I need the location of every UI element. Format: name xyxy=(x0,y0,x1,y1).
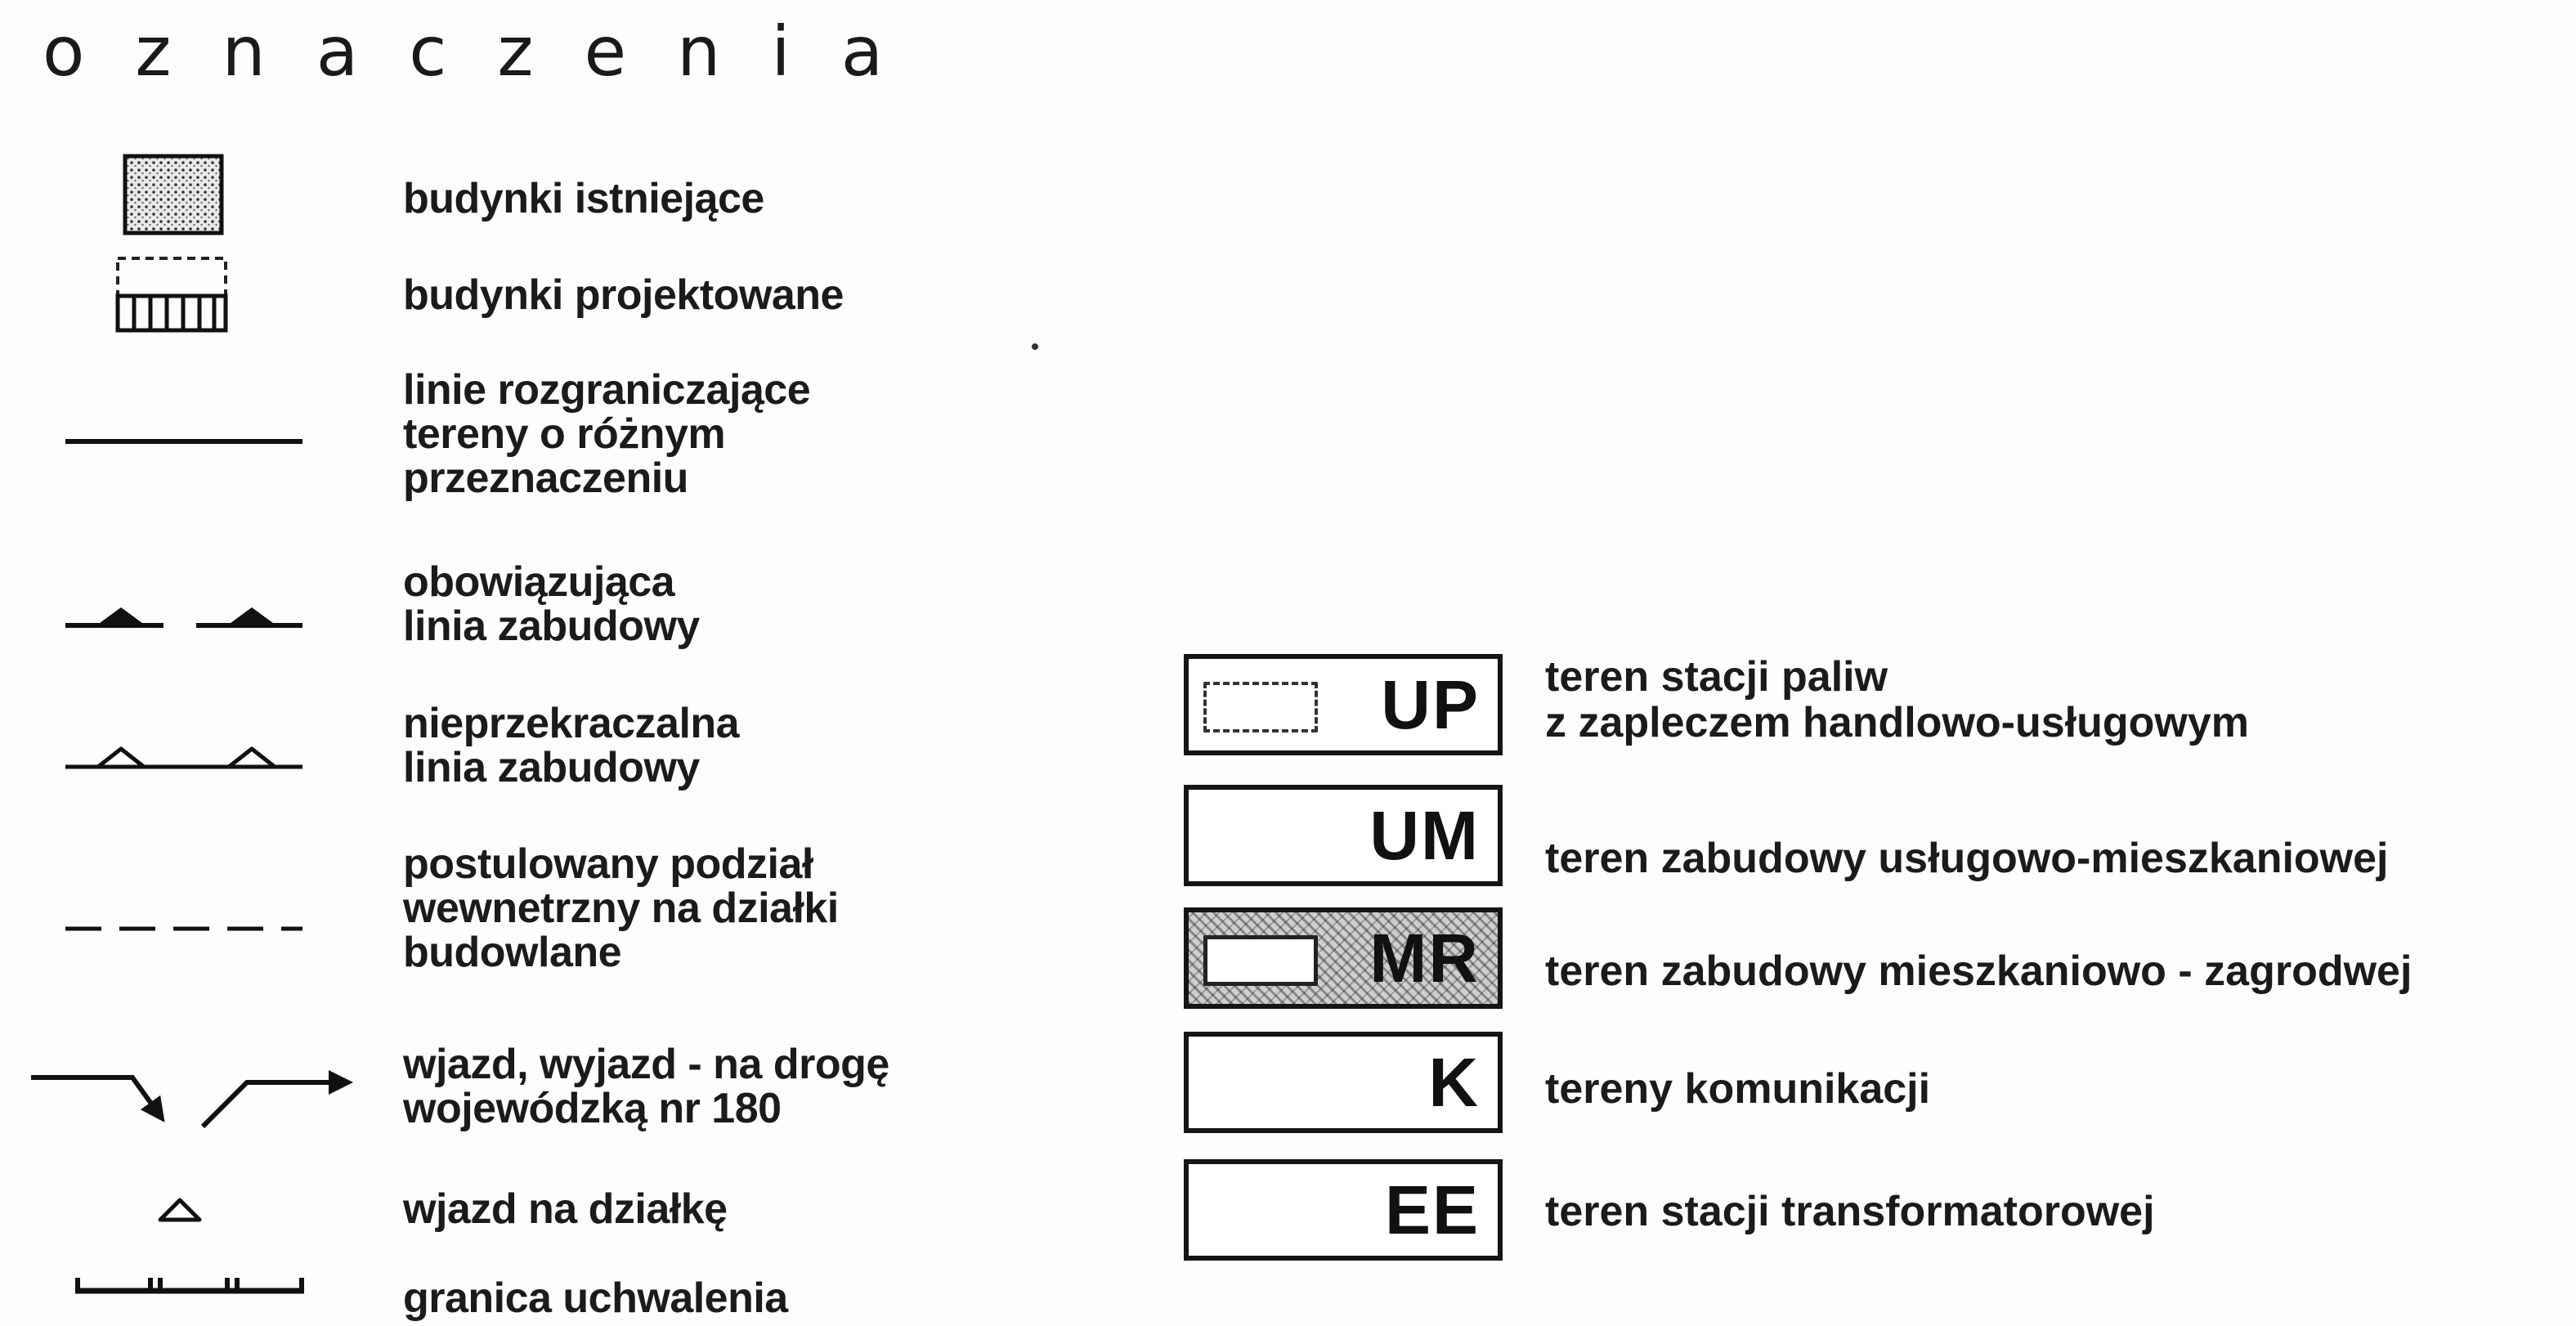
zone-label: teren zabudowy usługowo-mieszkaniowej xyxy=(1545,835,2389,882)
legend-item-non-exceedable-building-line xyxy=(0,701,1063,800)
outline-triangle-line-icon xyxy=(65,742,302,775)
legend-label: wjazd na działkę xyxy=(403,1185,728,1233)
zone-code: UM xyxy=(1369,797,1480,874)
zone-label: teren stacji transformatorowej xyxy=(1545,1188,2155,1235)
legend-item-existing-buildings xyxy=(0,154,1063,235)
zone-symbol-box xyxy=(1184,654,1503,755)
zone-symbol-inner xyxy=(1203,935,1318,986)
legend-label: nieprzekraczalna linia zabudowy xyxy=(403,700,740,791)
zone-symbol-box xyxy=(1184,785,1503,886)
zone-item-up xyxy=(1184,654,2565,760)
solid-line-icon xyxy=(65,437,302,446)
legend-label: budynki istniejące xyxy=(403,175,764,222)
legend-label: obowiązująca linia zabudowy xyxy=(403,558,700,650)
legend-label: granica uchwalenia xyxy=(403,1274,788,1322)
legend-item-mandatory-building-line xyxy=(0,560,1063,658)
planned-building-icon xyxy=(114,255,229,337)
legend-item-planned-buildings xyxy=(0,255,1063,337)
zone-symbol-box xyxy=(1184,907,1503,1009)
existing-building-icon xyxy=(123,154,224,235)
legend-list xyxy=(0,0,1063,1326)
legend-item-plot-entry xyxy=(0,1177,1063,1243)
zone-label: teren stacji paliw z zapleczem handlowo-usługowym xyxy=(1545,653,2249,746)
legend-item-entry-exit xyxy=(0,1042,1063,1149)
zone-code: K xyxy=(1428,1044,1480,1121)
zone-item-mr xyxy=(1184,907,2565,1014)
zone-symbol-box xyxy=(1184,1159,1503,1261)
zone-item-um xyxy=(1184,785,2565,891)
entry-exit-arrows-icon xyxy=(25,1046,368,1145)
boundary-line-icon xyxy=(75,1273,304,1299)
scan-speck xyxy=(1032,343,1038,350)
zone-label: tereny komunikacji xyxy=(1545,1065,1931,1113)
small-triangle-icon xyxy=(155,1195,204,1225)
legend-title: oznaczenia xyxy=(43,11,934,92)
zone-item-k xyxy=(1184,1032,2565,1138)
legend-item-demarcation-lines xyxy=(0,368,1063,515)
zone-code: MR xyxy=(1369,920,1480,997)
zone-item-ee xyxy=(1184,1159,2565,1266)
zone-code: EE xyxy=(1384,1171,1480,1248)
zone-label: teren zabudowy mieszkaniowo - zagrodwej xyxy=(1545,947,2412,995)
zone-symbol-box xyxy=(1184,1032,1503,1133)
dashed-line-icon xyxy=(65,924,302,934)
legend-label: postulowany podział wewnetrzny na działki budowlane xyxy=(403,840,839,976)
legend-item-proposed-plot-division xyxy=(0,842,1063,989)
legend-label: linie rozgraniczające tereny o różnym przeznaczeniu xyxy=(403,366,811,502)
legend-label: wjazd, wyjazd - na drogę wojewódzką nr 180 xyxy=(403,1041,889,1132)
zone-code: UP xyxy=(1381,666,1480,743)
legend-label: budynki projektowane xyxy=(403,271,844,319)
zone-symbol-inner xyxy=(1203,682,1318,732)
legend-item-boundary xyxy=(0,1263,1063,1326)
filled-triangle-line-icon xyxy=(65,601,302,634)
